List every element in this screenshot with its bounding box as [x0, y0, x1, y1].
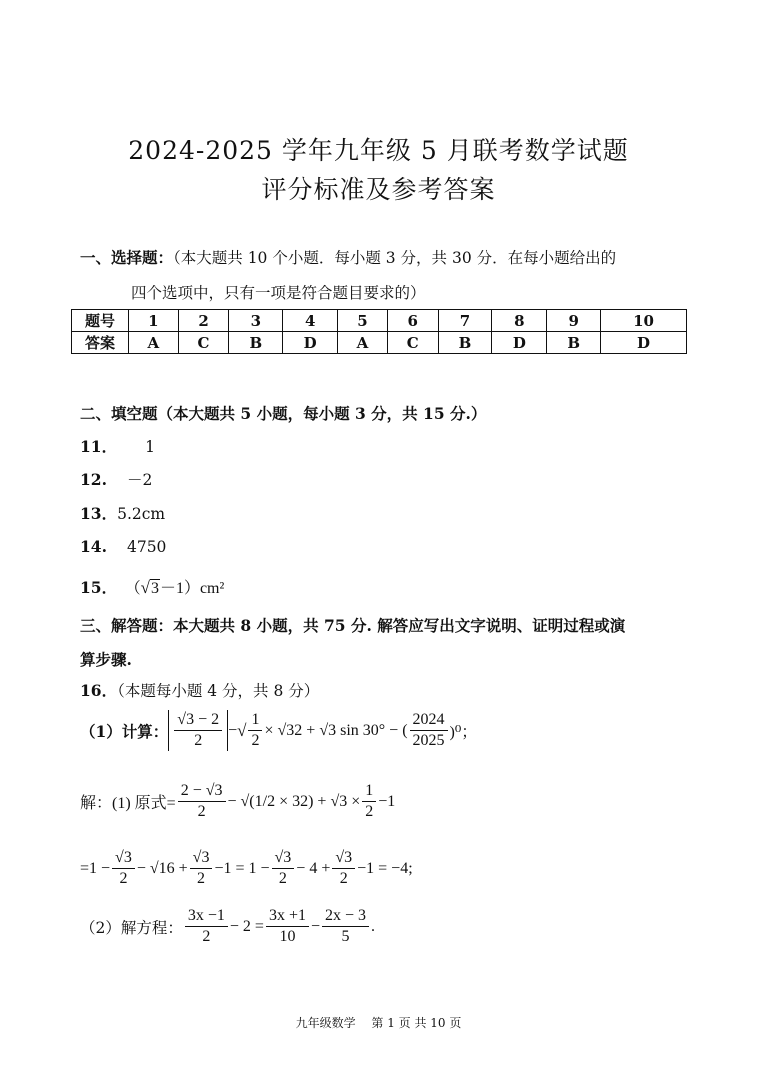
- part1-problem: [80, 710, 477, 751]
- table-cell: B: [438, 332, 492, 354]
- table-cell: 10: [601, 310, 687, 332]
- denominator: 2: [278, 870, 287, 887]
- table-cell: A: [129, 332, 179, 354]
- table-cell: B: [229, 332, 283, 354]
- p2-minus: −: [310, 917, 321, 935]
- numerator: √3: [272, 848, 295, 869]
- line2-c: −1 = 1 −: [214, 859, 270, 877]
- solution-tail: −1: [378, 792, 396, 810]
- part2-label: （2）解方程：: [80, 918, 183, 937]
- expr-tail: )⁰；: [449, 724, 478, 741]
- denominator: 2: [197, 870, 206, 887]
- item-answer: 4750: [126, 538, 167, 556]
- fraction: [185, 906, 228, 947]
- q16-desc: （本题每小题 4 分，共 8 分）: [117, 682, 320, 700]
- fraction: [178, 781, 226, 822]
- fraction: [248, 710, 262, 751]
- q15-unit: cm²: [199, 580, 225, 597]
- numerator: √3: [190, 848, 213, 869]
- q16-number: 16．: [80, 681, 118, 700]
- denominator: 2025: [412, 732, 445, 749]
- solution-prefix: 解：(1) 原式=: [80, 795, 176, 812]
- section1-desc-b: 四个选项中，只有一项是符合题目要求的）: [131, 284, 426, 302]
- fill-item-13: [80, 502, 165, 524]
- section3-heading-a: 三、解答题：本大题共 8 小题，共 75 分. 解答应写出文字说明、证明过程或演: [80, 616, 626, 635]
- table-row-answers: [72, 332, 687, 354]
- table-cell: C: [387, 332, 438, 354]
- section3-heading-b: 算步骤.: [80, 650, 132, 669]
- numerator: 2 − √3: [178, 781, 226, 802]
- fraction: [266, 906, 309, 947]
- fraction: [174, 710, 222, 751]
- fraction: [362, 781, 376, 822]
- item-number: 11．: [80, 437, 118, 456]
- fraction: [410, 710, 448, 751]
- numerator: 1: [248, 710, 262, 731]
- table-cell: 8: [492, 310, 547, 332]
- denominator: 10: [279, 928, 296, 945]
- denominator: 2: [251, 732, 260, 749]
- item-answer: 5.2cm: [117, 505, 166, 523]
- numerator: √3: [112, 848, 135, 869]
- denominator: 2: [339, 870, 348, 887]
- numerator: 3x +1: [266, 906, 309, 927]
- expr-middle: × √32 + √3 sin 30° − (: [264, 721, 408, 739]
- fill-item-15: [80, 575, 224, 598]
- p2-end: .: [371, 917, 376, 935]
- section2-heading: 二、填空题（本大题共 5 小题，每小题 3 分，共 15 分.）: [80, 404, 487, 423]
- fraction: [272, 848, 295, 889]
- solution-middle: − √(1/2 × 32) + √3 ×: [227, 792, 361, 810]
- solution-line-1: [80, 781, 395, 822]
- table-cell: D: [283, 332, 338, 354]
- table-cell: 7: [438, 310, 492, 332]
- line2-d: − 4 +: [296, 859, 331, 877]
- denominator: 2: [365, 803, 374, 820]
- table-cell: 6: [387, 310, 438, 332]
- numerator: √3 − 2: [174, 710, 222, 731]
- fraction: [332, 848, 355, 889]
- fill-item-14: [80, 537, 166, 556]
- page-footer: 九年级数学 第 1 页 共 10 页: [295, 1016, 462, 1030]
- table-cell: 2: [178, 310, 229, 332]
- section1-heading: 一、选择题：: [80, 248, 174, 267]
- denominator: 2: [194, 732, 203, 749]
- table-cell: 4: [283, 310, 338, 332]
- item-answer: 1: [145, 438, 155, 456]
- section1-desc-a: （本大题共 10 个小题．每小题 3 分，共 30 分．在每小题给出的: [173, 249, 617, 267]
- fraction: [112, 848, 135, 889]
- item-number: 14.: [80, 537, 107, 556]
- line2-b: − √16 +: [136, 859, 188, 877]
- numerator: √3: [332, 848, 355, 869]
- numerator: 2024: [410, 710, 448, 731]
- line2-a: =1 −: [80, 859, 111, 877]
- denominator: 5: [341, 928, 350, 945]
- table-cell: 5: [338, 310, 388, 332]
- q15-radicand: 3: [150, 580, 159, 597]
- q15-open: （: [125, 579, 141, 597]
- solution-line-2: [80, 848, 413, 889]
- part1-expression: $\frac{√3 - 2}{2}$ − √ $\frac{1}{2}$ × √32 + √3 sin 30° − ( $\frac{2024}{2025}$ )⁰；: [168, 710, 477, 751]
- numerator: 2x − 3: [322, 906, 369, 927]
- table-cell: C: [178, 332, 229, 354]
- absolute-value: [168, 710, 228, 751]
- denominator: 2: [202, 928, 211, 945]
- item-number: 13．: [80, 504, 118, 523]
- section1-heading-line: [80, 246, 616, 268]
- table-cell: 3: [229, 310, 283, 332]
- denominator: 2: [197, 803, 206, 820]
- table-header-cell: 答案: [72, 332, 129, 354]
- table-header-cell: 题号: [72, 310, 129, 332]
- answer-table: [71, 309, 687, 354]
- page-title: 2024-2025 学年九年级 5 月联考数学试题: [128, 136, 629, 165]
- p2-middle: − 2 =: [229, 917, 264, 935]
- minus: −: [228, 721, 238, 739]
- numerator: 1: [362, 781, 376, 802]
- page-subtitle: 评分标准及参考答案: [261, 175, 496, 204]
- table-cell: A: [338, 332, 388, 354]
- table-cell: D: [601, 332, 687, 354]
- part2-problem: [80, 906, 375, 947]
- denominator: 2: [119, 870, 128, 887]
- item-number: 12.: [80, 470, 107, 489]
- fraction: [322, 906, 369, 947]
- fill-item-11: [80, 435, 155, 457]
- table-row-numbers: [72, 310, 687, 332]
- table-cell: D: [492, 332, 547, 354]
- fill-item-12: [80, 468, 152, 490]
- fraction: [190, 848, 213, 889]
- item-answer: －2: [126, 471, 153, 489]
- line2-e: −1 = −4;: [357, 859, 413, 877]
- q15-math: √3－1）: [140, 578, 200, 597]
- table-cell: 1: [129, 310, 179, 332]
- item-number: 15．: [80, 578, 118, 597]
- q15-rest: －1）: [159, 580, 200, 597]
- table-cell: B: [547, 332, 601, 354]
- table-cell: 9: [547, 310, 601, 332]
- q16-line: [80, 679, 319, 701]
- part1-label: （1）计算：: [80, 721, 169, 741]
- numerator: 3x −1: [185, 906, 228, 927]
